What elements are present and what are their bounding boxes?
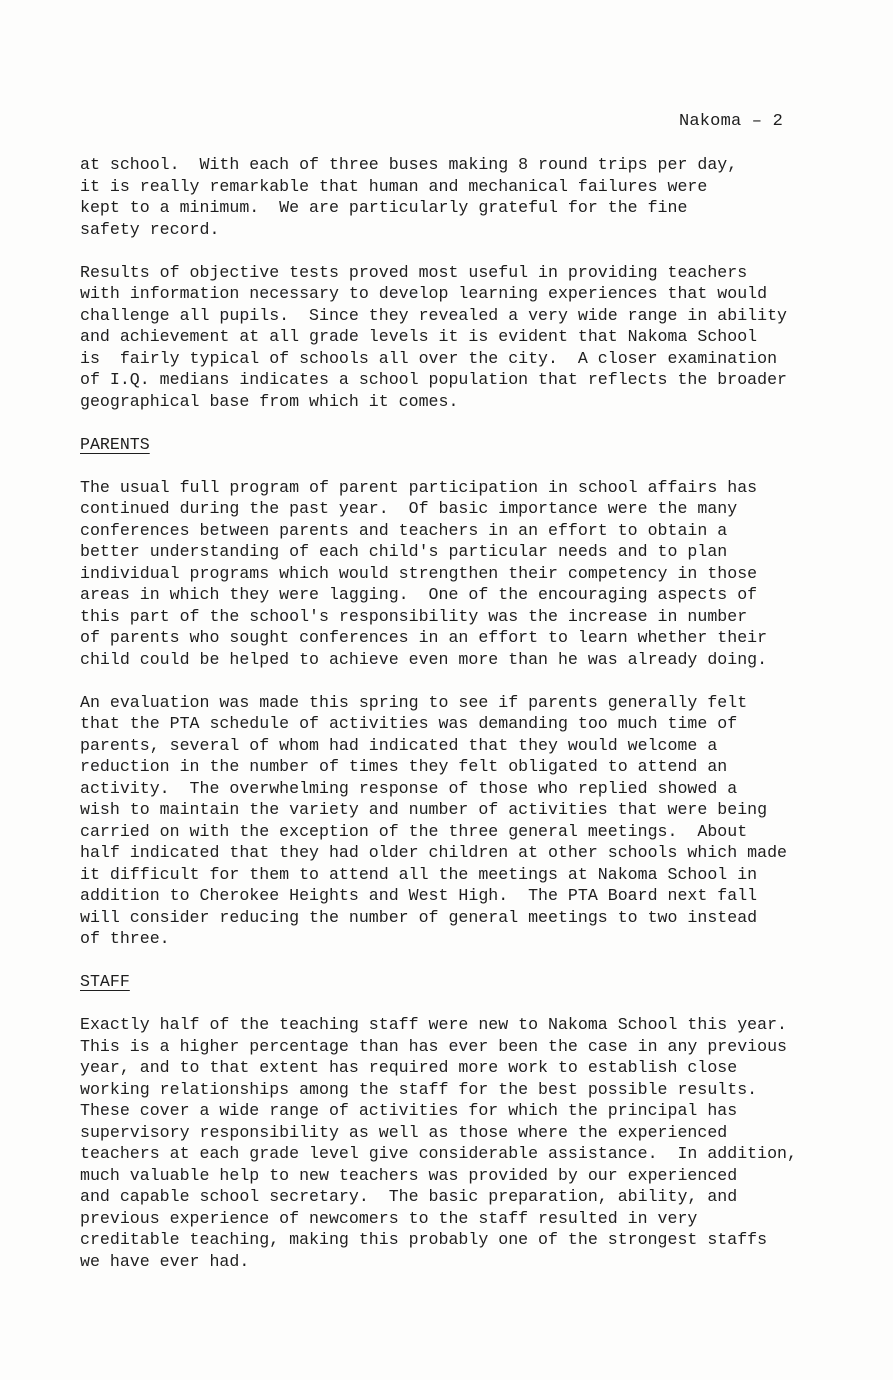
document-body [80,154,850,1272]
paragraph-teaching-staff: Exactly half of the teaching staff were new to Nakoma School this year. This is a higher percentage than has ever been the case in any previous year, and to that extent has required more work to establish close working relationships among the staff for the best possible results. These cover a wide range of activities for which the principal has supervisory responsibility as well as those where the experienced teachers at each grade level give considerable assistance. In addition, much valuable help to new teachers was provided by our experienced and capable school secretary. The basic preparation, ability, and previous experience of newcomers to the staff resulted in very creditable teaching, making this probably one of the strongest staffs we have ever had. [80,1015,797,1271]
paragraph-pta-evaluation: An evaluation was made this spring to see if parents generally felt that the PTA schedule of activities was demanding too much time of parents, several of whom had indicated that they would welcome a reduction in the number of times they felt obligated to attend an activity. The overwhelming response of those who replied showed a wish to maintain the variety and number of activities that were being carried on with the exception of the three general meetings. About half indicated that they had older children at other schools which made it difficult for them to attend all the meetings at Nakoma School in addition to Cherokee Heights and West High. The PTA Board next fall will consider reducing the number of general meetings to two instead of three. [80,692,788,948]
section-heading-parents: PARENTS [80,434,150,454]
page-number-header: Nakoma – 2 [678,112,783,131]
paragraph-objective-tests: Results of objective tests proved most useful in providing teachers with information necessary to develop learning experiences that would challenge all pupils. Since they revealed a very wide range in ability and achievement at all grade levels it is evident that Nakoma School is fairly typical of schools all over the city. A closer examination of I.Q. medians indicates a school population that reflects the broader geographical base from which it comes. [80,262,788,411]
section-heading-staff: STAFF [80,972,130,991]
paragraph-parent-participation: The usual full program of parent participation in school affairs has continued during the past year. Of basic importance were the many conferences between parents and teachers in an effort to obtain a better understanding of each child's particular needs and to plan individual programs which would strengthen their competency in those areas in which they were lagging. One of the encouraging aspects of this part of the school's responsibility was the increase in number of parents who sought conferences in an effort to learn whether their child could be helped to achieve even more than he was already doing. [80,477,768,669]
paragraph-bus-transport: at school. With each of three buses making 8 round trips per day, it is really remarkable that human and mechanical failures were kept to a minimum. We are particularly grateful for the fine safety record. [80,155,738,239]
